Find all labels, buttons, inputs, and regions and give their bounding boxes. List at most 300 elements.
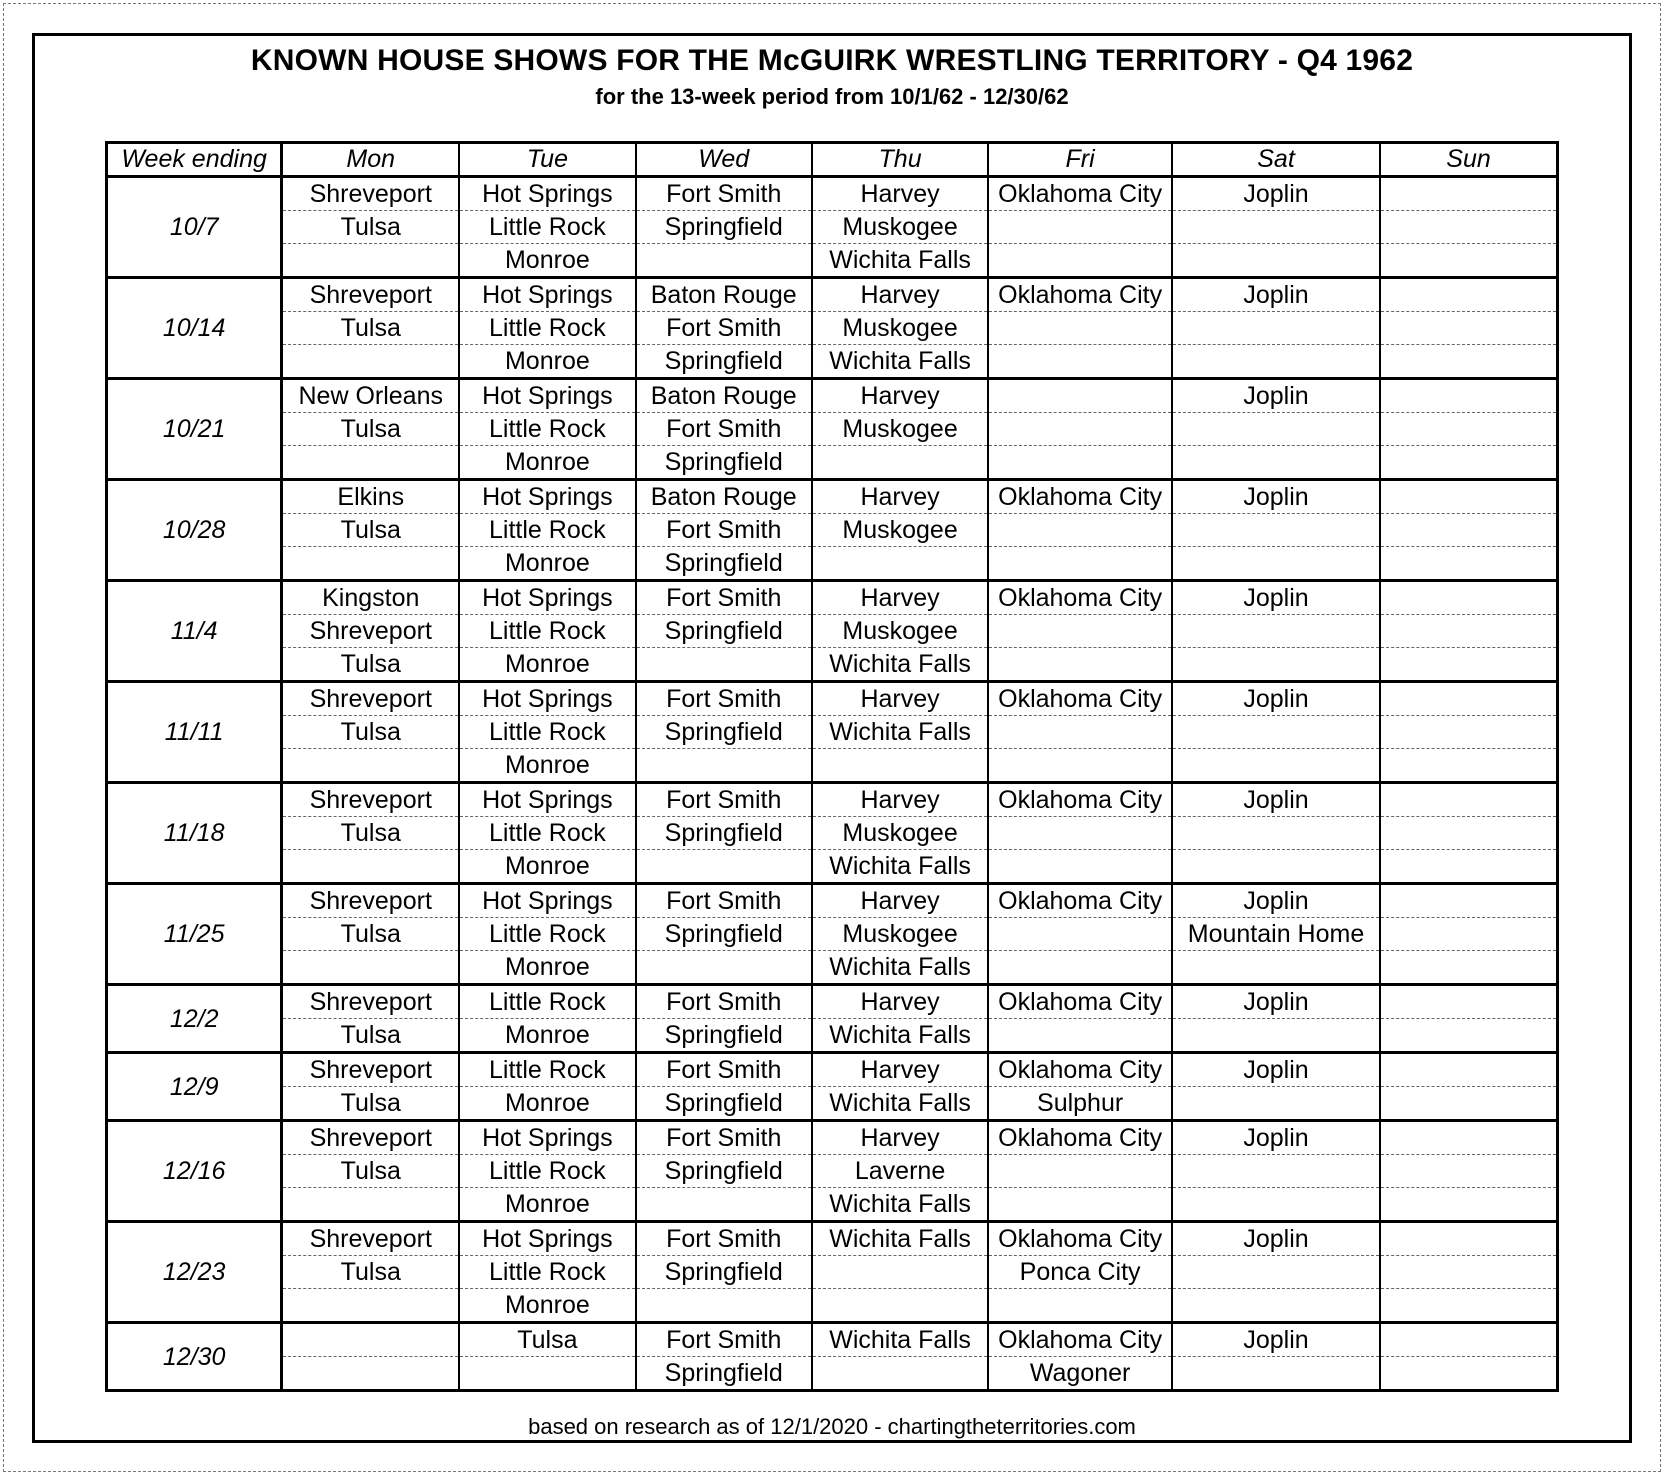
table-row bbox=[107, 312, 1558, 345]
venue-cell-fri bbox=[988, 514, 1172, 547]
venue-cell-sun bbox=[1380, 884, 1557, 918]
venue-cell-thu: Wichita Falls bbox=[812, 850, 988, 884]
venue-cell-thu: Harvey bbox=[812, 783, 988, 817]
venue-cell-sat: Joplin bbox=[1172, 884, 1380, 918]
venue-cell-sun bbox=[1380, 480, 1557, 514]
venue-cell-mon: Tulsa bbox=[282, 648, 459, 682]
venue-cell-sat bbox=[1172, 749, 1380, 783]
venue-cell-tue: Little Rock bbox=[459, 312, 635, 345]
table-row bbox=[107, 1289, 1558, 1323]
week-ending-cell: 11/18 bbox=[107, 783, 282, 884]
venue-cell-thu: Harvey bbox=[812, 278, 988, 312]
header-tue: Tue bbox=[459, 143, 635, 177]
venue-cell-wed: Baton Rouge bbox=[636, 379, 812, 413]
table-row bbox=[107, 244, 1558, 278]
venue-cell-wed: Springfield bbox=[636, 547, 812, 581]
venue-cell-sun bbox=[1380, 682, 1557, 716]
venue-cell-sat bbox=[1172, 648, 1380, 682]
venue-cell-sat bbox=[1172, 312, 1380, 345]
table-row bbox=[107, 211, 1558, 244]
venue-cell-sun bbox=[1380, 177, 1557, 211]
venue-cell-mon: Shreveport bbox=[282, 1222, 459, 1256]
venue-cell-sun bbox=[1380, 1323, 1557, 1357]
venue-cell-mon: Tulsa bbox=[282, 514, 459, 547]
venue-cell-tue: Little Rock bbox=[459, 985, 635, 1019]
venue-cell-mon: Tulsa bbox=[282, 1019, 459, 1053]
header-thu: Thu bbox=[812, 143, 988, 177]
venue-cell-sat bbox=[1172, 1188, 1380, 1222]
venue-cell-wed: Fort Smith bbox=[636, 682, 812, 716]
venue-cell-sat bbox=[1172, 547, 1380, 581]
venue-cell-mon bbox=[282, 1289, 459, 1323]
venue-cell-tue: Little Rock bbox=[459, 1053, 635, 1087]
venue-cell-mon bbox=[282, 850, 459, 884]
venue-cell-fri bbox=[988, 244, 1172, 278]
venue-cell-sun bbox=[1380, 1256, 1557, 1289]
venue-cell-mon: Shreveport bbox=[282, 1053, 459, 1087]
venue-cell-thu bbox=[812, 1289, 988, 1323]
venue-cell-mon: Shreveport bbox=[282, 884, 459, 918]
venue-cell-sun bbox=[1380, 581, 1557, 615]
venue-cell-fri: Oklahoma City bbox=[988, 985, 1172, 1019]
venue-cell-sun bbox=[1380, 951, 1557, 985]
venue-cell-sun bbox=[1380, 413, 1557, 446]
venue-cell-sun bbox=[1380, 716, 1557, 749]
week-ending-cell: 12/30 bbox=[107, 1323, 282, 1391]
table-row bbox=[107, 884, 1558, 918]
venue-cell-fri: Oklahoma City bbox=[988, 1222, 1172, 1256]
venue-cell-fri: Oklahoma City bbox=[988, 884, 1172, 918]
header-row bbox=[107, 143, 1558, 177]
venue-cell-sat: Joplin bbox=[1172, 177, 1380, 211]
venue-cell-sat bbox=[1172, 244, 1380, 278]
venue-cell-thu: Harvey bbox=[812, 1053, 988, 1087]
venue-cell-thu: Muskogee bbox=[812, 918, 988, 951]
venue-cell-sat: Joplin bbox=[1172, 682, 1380, 716]
venue-cell-sun bbox=[1380, 985, 1557, 1019]
venue-cell-tue: Little Rock bbox=[459, 1256, 635, 1289]
venue-cell-tue: Hot Springs bbox=[459, 278, 635, 312]
table-row bbox=[107, 951, 1558, 985]
table-row bbox=[107, 514, 1558, 547]
venue-cell-fri: Oklahoma City bbox=[988, 278, 1172, 312]
venue-cell-tue: Hot Springs bbox=[459, 1222, 635, 1256]
venue-cell-wed: Springfield bbox=[636, 918, 812, 951]
venue-cell-wed bbox=[636, 244, 812, 278]
venue-cell-tue: Monroe bbox=[459, 547, 635, 581]
venue-cell-thu bbox=[812, 446, 988, 480]
venue-cell-sat: Joplin bbox=[1172, 1121, 1380, 1155]
venue-cell-fri bbox=[988, 850, 1172, 884]
venue-cell-tue: Monroe bbox=[459, 446, 635, 480]
table-row bbox=[107, 1256, 1558, 1289]
venue-cell-tue: Monroe bbox=[459, 648, 635, 682]
venue-cell-tue: Little Rock bbox=[459, 817, 635, 850]
venue-cell-tue: Monroe bbox=[459, 1019, 635, 1053]
venue-cell-wed: Springfield bbox=[636, 1357, 812, 1391]
week-ending-cell: 11/25 bbox=[107, 884, 282, 985]
table-row bbox=[107, 1357, 1558, 1391]
venue-cell-tue: Monroe bbox=[459, 345, 635, 379]
venue-cell-thu: Wichita Falls bbox=[812, 244, 988, 278]
venue-cell-wed: Fort Smith bbox=[636, 413, 812, 446]
table-row bbox=[107, 817, 1558, 850]
venue-cell-tue: Hot Springs bbox=[459, 480, 635, 514]
venue-cell-mon bbox=[282, 1323, 459, 1357]
venue-cell-sat: Joplin bbox=[1172, 581, 1380, 615]
header-mon: Mon bbox=[282, 143, 459, 177]
venue-cell-sat bbox=[1172, 345, 1380, 379]
venue-cell-tue: Monroe bbox=[459, 1188, 635, 1222]
venue-cell-thu: Wichita Falls bbox=[812, 1188, 988, 1222]
week-ending-cell: 12/9 bbox=[107, 1053, 282, 1121]
venue-cell-wed bbox=[636, 749, 812, 783]
venue-cell-tue: Monroe bbox=[459, 850, 635, 884]
venue-cell-wed: Springfield bbox=[636, 211, 812, 244]
venue-cell-wed: Springfield bbox=[636, 1256, 812, 1289]
venue-cell-thu: Muskogee bbox=[812, 514, 988, 547]
venue-cell-sun bbox=[1380, 211, 1557, 244]
venue-cell-sat: Joplin bbox=[1172, 1053, 1380, 1087]
table-row bbox=[107, 850, 1558, 884]
venue-cell-mon: Tulsa bbox=[282, 1155, 459, 1188]
table-row bbox=[107, 413, 1558, 446]
venue-cell-mon: Tulsa bbox=[282, 312, 459, 345]
venue-cell-fri bbox=[988, 1289, 1172, 1323]
venue-cell-fri bbox=[988, 1019, 1172, 1053]
venue-cell-sat bbox=[1172, 1357, 1380, 1391]
week-ending-cell: 12/23 bbox=[107, 1222, 282, 1323]
venue-cell-fri bbox=[988, 211, 1172, 244]
venue-cell-sun bbox=[1380, 1019, 1557, 1053]
week-ending-cell: 10/28 bbox=[107, 480, 282, 581]
venue-cell-sat bbox=[1172, 446, 1380, 480]
venue-cell-thu: Harvey bbox=[812, 884, 988, 918]
venue-cell-tue bbox=[459, 1357, 635, 1391]
venue-cell-fri bbox=[988, 312, 1172, 345]
venue-cell-fri bbox=[988, 648, 1172, 682]
venue-cell-tue: Hot Springs bbox=[459, 884, 635, 918]
venue-cell-sun bbox=[1380, 1222, 1557, 1256]
venue-cell-mon: Shreveport bbox=[282, 985, 459, 1019]
venue-cell-thu: Harvey bbox=[812, 480, 988, 514]
venue-cell-thu: Harvey bbox=[812, 985, 988, 1019]
venue-cell-thu: Harvey bbox=[812, 682, 988, 716]
venue-cell-tue: Hot Springs bbox=[459, 581, 635, 615]
table-row bbox=[107, 1053, 1558, 1087]
venue-cell-fri bbox=[988, 716, 1172, 749]
venue-cell-sat bbox=[1172, 1087, 1380, 1121]
header-wed: Wed bbox=[636, 143, 812, 177]
venue-cell-sat bbox=[1172, 615, 1380, 648]
venue-cell-sun bbox=[1380, 783, 1557, 817]
venue-cell-sat: Joplin bbox=[1172, 1323, 1380, 1357]
venue-cell-thu: Wichita Falls bbox=[812, 648, 988, 682]
venue-cell-fri: Oklahoma City bbox=[988, 581, 1172, 615]
venue-cell-sat: Joplin bbox=[1172, 1222, 1380, 1256]
venue-cell-wed: Springfield bbox=[636, 1087, 812, 1121]
venue-cell-mon: Shreveport bbox=[282, 177, 459, 211]
venue-cell-wed: Springfield bbox=[636, 716, 812, 749]
document-footer: based on research as of 12/1/2020 - chartingtheterritories.com bbox=[528, 1414, 1136, 1439]
venue-cell-tue: Hot Springs bbox=[459, 177, 635, 211]
venue-cell-mon: Shreveport bbox=[282, 278, 459, 312]
table-row bbox=[107, 345, 1558, 379]
venue-cell-thu: Wichita Falls bbox=[812, 345, 988, 379]
venue-cell-sun bbox=[1380, 547, 1557, 581]
venue-cell-wed: Fort Smith bbox=[636, 177, 812, 211]
venue-cell-fri: Oklahoma City bbox=[988, 783, 1172, 817]
venue-cell-thu: Wichita Falls bbox=[812, 716, 988, 749]
week-ending-cell: 10/14 bbox=[107, 278, 282, 379]
venue-cell-thu bbox=[812, 1357, 988, 1391]
venue-cell-tue: Hot Springs bbox=[459, 783, 635, 817]
venue-cell-sun bbox=[1380, 312, 1557, 345]
venue-cell-sat: Joplin bbox=[1172, 480, 1380, 514]
venue-cell-sat: Joplin bbox=[1172, 783, 1380, 817]
venue-cell-tue: Little Rock bbox=[459, 1155, 635, 1188]
venue-cell-thu: Harvey bbox=[812, 379, 988, 413]
table-row bbox=[107, 1121, 1558, 1155]
venue-cell-sat bbox=[1172, 514, 1380, 547]
venue-cell-sat: Joplin bbox=[1172, 985, 1380, 1019]
venue-cell-mon: Kingston bbox=[282, 581, 459, 615]
venue-cell-fri bbox=[988, 379, 1172, 413]
venue-cell-wed: Springfield bbox=[636, 1155, 812, 1188]
venue-cell-wed: Fort Smith bbox=[636, 1121, 812, 1155]
venue-cell-sun bbox=[1380, 817, 1557, 850]
venue-cell-thu bbox=[812, 547, 988, 581]
venue-cell-sat: Mountain Home bbox=[1172, 918, 1380, 951]
table-row bbox=[107, 918, 1558, 951]
venue-cell-fri: Oklahoma City bbox=[988, 1323, 1172, 1357]
venue-cell-mon: Shreveport bbox=[282, 682, 459, 716]
venue-cell-mon: Shreveport bbox=[282, 1121, 459, 1155]
table-row bbox=[107, 783, 1558, 817]
header-week-ending: Week ending bbox=[107, 143, 282, 177]
venue-cell-mon: Elkins bbox=[282, 480, 459, 514]
venue-cell-mon: Tulsa bbox=[282, 716, 459, 749]
venue-cell-thu: Wichita Falls bbox=[812, 1019, 988, 1053]
venue-cell-sun bbox=[1380, 749, 1557, 783]
venue-cell-wed: Fort Smith bbox=[636, 1323, 812, 1357]
venue-cell-fri bbox=[988, 345, 1172, 379]
venue-cell-fri bbox=[988, 749, 1172, 783]
venue-cell-sun bbox=[1380, 1357, 1557, 1391]
table-row bbox=[107, 581, 1558, 615]
venue-cell-mon: Shreveport bbox=[282, 615, 459, 648]
table-row bbox=[107, 1019, 1558, 1053]
venue-cell-sun bbox=[1380, 850, 1557, 884]
venue-cell-sat bbox=[1172, 1019, 1380, 1053]
venue-cell-mon bbox=[282, 1357, 459, 1391]
table-row bbox=[107, 985, 1558, 1019]
venue-cell-sun bbox=[1380, 1289, 1557, 1323]
venue-cell-tue: Hot Springs bbox=[459, 682, 635, 716]
venue-cell-mon bbox=[282, 547, 459, 581]
venue-cell-sun bbox=[1380, 278, 1557, 312]
venue-cell-tue: Little Rock bbox=[459, 716, 635, 749]
table-row bbox=[107, 278, 1558, 312]
venue-cell-wed: Springfield bbox=[636, 615, 812, 648]
venue-cell-thu: Wichita Falls bbox=[812, 1323, 988, 1357]
venue-cell-sun bbox=[1380, 379, 1557, 413]
venue-cell-sat bbox=[1172, 1289, 1380, 1323]
venue-cell-wed bbox=[636, 648, 812, 682]
venue-cell-sat bbox=[1172, 211, 1380, 244]
table-row bbox=[107, 1222, 1558, 1256]
table-row bbox=[107, 716, 1558, 749]
venue-cell-fri bbox=[988, 817, 1172, 850]
venue-cell-tue: Little Rock bbox=[459, 514, 635, 547]
venue-cell-sun bbox=[1380, 648, 1557, 682]
venue-cell-wed: Springfield bbox=[636, 446, 812, 480]
venue-cell-wed: Fort Smith bbox=[636, 1222, 812, 1256]
venue-cell-wed: Baton Rouge bbox=[636, 278, 812, 312]
venue-cell-wed: Springfield bbox=[636, 345, 812, 379]
venue-cell-sat bbox=[1172, 716, 1380, 749]
venue-cell-thu: Muskogee bbox=[812, 211, 988, 244]
venue-cell-tue: Hot Springs bbox=[459, 379, 635, 413]
venue-cell-tue: Tulsa bbox=[459, 1323, 635, 1357]
venue-cell-mon: New Orleans bbox=[282, 379, 459, 413]
venue-cell-sun bbox=[1380, 918, 1557, 951]
venue-cell-fri: Oklahoma City bbox=[988, 480, 1172, 514]
venue-cell-thu: Laverne bbox=[812, 1155, 988, 1188]
document-subtitle: for the 13-week period from 10/1/62 - 12/30/62 bbox=[595, 84, 1069, 109]
venue-cell-wed: Fort Smith bbox=[636, 581, 812, 615]
schedule-body bbox=[107, 177, 1558, 1391]
week-ending-cell: 10/7 bbox=[107, 177, 282, 278]
table-row bbox=[107, 1323, 1558, 1357]
venue-cell-wed: Fort Smith bbox=[636, 985, 812, 1019]
header-sun: Sun bbox=[1380, 143, 1557, 177]
venue-cell-thu: Muskogee bbox=[812, 817, 988, 850]
venue-cell-thu: Wichita Falls bbox=[812, 1087, 988, 1121]
table-row bbox=[107, 648, 1558, 682]
table-row bbox=[107, 177, 1558, 211]
venue-cell-wed bbox=[636, 951, 812, 985]
venue-cell-thu: Wichita Falls bbox=[812, 1222, 988, 1256]
venue-cell-sat bbox=[1172, 817, 1380, 850]
venue-cell-sun bbox=[1380, 345, 1557, 379]
venue-cell-tue: Monroe bbox=[459, 1087, 635, 1121]
venue-cell-sun bbox=[1380, 244, 1557, 278]
venue-cell-tue: Little Rock bbox=[459, 615, 635, 648]
table-row bbox=[107, 379, 1558, 413]
venue-cell-tue: Little Rock bbox=[459, 413, 635, 446]
venue-cell-fri: Wagoner bbox=[988, 1357, 1172, 1391]
table-row bbox=[107, 1155, 1558, 1188]
venue-cell-sun bbox=[1380, 615, 1557, 648]
venue-cell-tue: Little Rock bbox=[459, 918, 635, 951]
venue-cell-wed: Springfield bbox=[636, 1019, 812, 1053]
venue-cell-sun bbox=[1380, 446, 1557, 480]
week-ending-cell: 11/11 bbox=[107, 682, 282, 783]
venue-cell-thu: Muskogee bbox=[812, 413, 988, 446]
venue-cell-sun bbox=[1380, 1188, 1557, 1222]
venue-cell-thu: Wichita Falls bbox=[812, 951, 988, 985]
venue-cell-wed bbox=[636, 850, 812, 884]
venue-cell-fri: Oklahoma City bbox=[988, 1053, 1172, 1087]
venue-cell-thu: Harvey bbox=[812, 1121, 988, 1155]
venue-cell-sat bbox=[1172, 951, 1380, 985]
venue-cell-thu: Muskogee bbox=[812, 615, 988, 648]
venue-cell-tue: Monroe bbox=[459, 1289, 635, 1323]
venue-cell-mon bbox=[282, 951, 459, 985]
venue-cell-fri: Oklahoma City bbox=[988, 682, 1172, 716]
header-sat: Sat bbox=[1172, 143, 1380, 177]
venue-cell-sun bbox=[1380, 1087, 1557, 1121]
venue-cell-fri: Ponca City bbox=[988, 1256, 1172, 1289]
venue-cell-fri bbox=[988, 951, 1172, 985]
venue-cell-thu bbox=[812, 1256, 988, 1289]
venue-cell-sun bbox=[1380, 1155, 1557, 1188]
venue-cell-fri bbox=[988, 547, 1172, 581]
venue-cell-mon bbox=[282, 1188, 459, 1222]
venue-cell-sun bbox=[1380, 1053, 1557, 1087]
venue-cell-fri: Oklahoma City bbox=[988, 1121, 1172, 1155]
venue-cell-sat bbox=[1172, 1256, 1380, 1289]
week-ending-cell: 10/21 bbox=[107, 379, 282, 480]
venue-cell-mon: Tulsa bbox=[282, 413, 459, 446]
venue-cell-mon: Tulsa bbox=[282, 1256, 459, 1289]
venue-cell-fri bbox=[988, 615, 1172, 648]
venue-cell-mon bbox=[282, 446, 459, 480]
venue-cell-wed: Fort Smith bbox=[636, 783, 812, 817]
venue-cell-mon bbox=[282, 244, 459, 278]
venue-cell-wed: Fort Smith bbox=[636, 514, 812, 547]
venue-cell-tue: Monroe bbox=[459, 951, 635, 985]
table-row bbox=[107, 547, 1558, 581]
schedule-table bbox=[105, 141, 1559, 1392]
table-row bbox=[107, 749, 1558, 783]
table-row bbox=[107, 1087, 1558, 1121]
venue-cell-sun bbox=[1380, 1121, 1557, 1155]
venue-cell-mon bbox=[282, 749, 459, 783]
venue-cell-wed: Fort Smith bbox=[636, 1053, 812, 1087]
venue-cell-fri bbox=[988, 413, 1172, 446]
venue-cell-fri: Oklahoma City bbox=[988, 177, 1172, 211]
venue-cell-mon: Tulsa bbox=[282, 1087, 459, 1121]
venue-cell-fri bbox=[988, 446, 1172, 480]
venue-cell-tue: Little Rock bbox=[459, 211, 635, 244]
header-fri: Fri bbox=[988, 143, 1172, 177]
venue-cell-thu: Harvey bbox=[812, 177, 988, 211]
venue-cell-sat: Joplin bbox=[1172, 379, 1380, 413]
venue-cell-tue: Monroe bbox=[459, 244, 635, 278]
venue-cell-sat: Joplin bbox=[1172, 278, 1380, 312]
venue-cell-fri: Sulphur bbox=[988, 1087, 1172, 1121]
venue-cell-tue: Monroe bbox=[459, 749, 635, 783]
venue-cell-sun bbox=[1380, 514, 1557, 547]
venue-cell-sat bbox=[1172, 413, 1380, 446]
week-ending-cell: 11/4 bbox=[107, 581, 282, 682]
venue-cell-wed: Fort Smith bbox=[636, 884, 812, 918]
venue-cell-wed bbox=[636, 1289, 812, 1323]
table-row bbox=[107, 1188, 1558, 1222]
week-ending-cell: 12/2 bbox=[107, 985, 282, 1053]
venue-cell-thu: Muskogee bbox=[812, 312, 988, 345]
venue-cell-wed: Baton Rouge bbox=[636, 480, 812, 514]
venue-cell-fri bbox=[988, 1155, 1172, 1188]
venue-cell-thu: Harvey bbox=[812, 581, 988, 615]
venue-cell-sat bbox=[1172, 850, 1380, 884]
table-row bbox=[107, 615, 1558, 648]
venue-cell-thu bbox=[812, 749, 988, 783]
venue-cell-mon: Shreveport bbox=[282, 783, 459, 817]
venue-cell-wed: Springfield bbox=[636, 817, 812, 850]
